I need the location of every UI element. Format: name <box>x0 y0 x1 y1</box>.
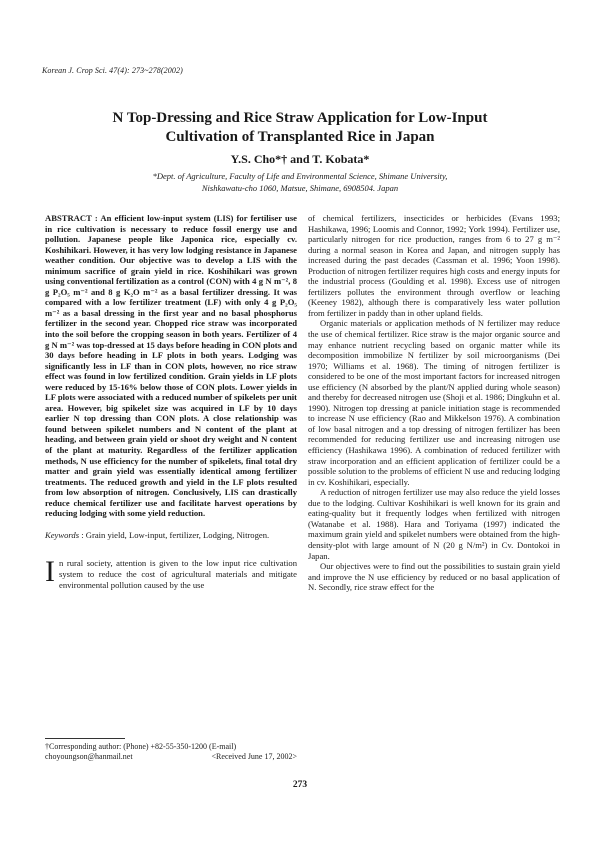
footnote <box>45 742 297 762</box>
body-paragraph-1: of chemical fertilizers, insecticides or herbicides (Evans 1993; Hashikawa, 1996; Loomis and Connor, 1992; York 1994). Fertilizer use, particularly nitrogen for rice production, ranges from 6 to 27 g m⁻² during a normal season in Korea and Japan, and nitrogen supply has increased during the past decades (Cassman et al. 1996; Yoon 1998). Production of nitrogen fertilizer requires high costs and energy inputs for the industrial process (Goulding et al. 1998). Excess use of nitrogen fertilizers pollutes the environment through overflow or leaching (Keeney 1982), although there is comparatively less water pollution from fertilizer in paddy than in other upland fields. <box>308 213 560 318</box>
body-paragraph-2: Organic materials or application methods of N fertilizer may reduce the use of chemical fertilizer. Rice straw is the major organic source and may enhance nutrient recycling based on organic matter while its decomposition immobilize N fertilizer by soil microorganisms (Dei 1970; Williams et al. 1968). The timing of nitrogen fertilizer is considered to be one of the most important factors for increased nitrogen use efficiency (N absorbed by the plant/N applied during whole season) and thereby for decreased nitrogen use (Shoji et al. 1986; Dingkuhn et al. 1990). Nitrogen top dressing at panicle initiation stage is recommended to increase N use efficiency (Rao and Mikkelson 1976). A combination of low basal nitrogen and a top dressing of nitrogen fertilizer has been recommended for reducing fertilizer use and increasing nitrogen use efficiency (Hashikawa 1996). A combination of reduced fertilizer with straw incorporation and an efficient application of fertilizer could be a possible solution to the problems of efficient N use and reducing lodging in cv. Koshihikari, especially. <box>308 318 561 487</box>
page-number: 273 <box>292 780 308 790</box>
introduction <box>45 555 297 590</box>
left-column <box>45 213 297 590</box>
footnote-divider <box>45 738 125 739</box>
footnote-text: †Corresponding author: (Phone) +82-55-350-1200 (E-mail) choyoungson@hanmail.net <box>45 742 237 761</box>
affiliation-line-1: *Dept. of Agriculture, Faculty of Life and Environmental Science, Shimane University, <box>152 171 448 181</box>
title-line-1: N Top-Dressing and Rice Straw Application for Low-Input <box>112 110 488 126</box>
authors: Y.S. Cho*† and T. Kobata* <box>230 152 370 166</box>
body-paragraph-4: Our objectives were to find out the possibilities to sustain grain yield and improve the N use efficiency by reduced or no basal application of N. Secondly, rice straw effect for the <box>308 561 560 593</box>
journal-reference: Korean J. Crop Sci. 47(4): 273~278(2002) <box>42 66 183 75</box>
intro-paragraph: n rural society, attention is given to the low input rice cultivation system to reduce the cost of agricultural materials and mitigate environmental pollution caused by the use <box>59 558 297 590</box>
keywords <box>45 530 297 541</box>
paper-title <box>40 109 560 147</box>
keywords-label: Keywords <box>45 529 80 540</box>
affiliation <box>60 170 540 194</box>
abstract-text: ABSTRACT : An efficient low-input system (LIS) for fertiliser use in rice cultivation is necessary to reduce fossil energy use and pollution. Japanese people like Japonica rice, especially cv. Koshihikari. However, it has very low lodging resistance in Japanese weather condition. Our objective was to develop a LIS with the minimum sacrifice of grain yield in rice. Koshihikari was grown using conventional fertilization as a control (CON) with 4 g N m⁻², 8 g P₂O₅ m⁻² and 8 g K₂O m⁻² as a basal fertilizer dressing. It was compared with a low fertilizer treatment (LF) with only 4 g P₂O₅ m⁻² as a basal dressing in the first year and no basal phosphorus fertilizer in the second year. Chopped rice straw was incorporated into the soil before the cropping season in both years. Fertilizer of 4 g N m⁻² was top-dressed at 15 days before heading in CON plots and 30 days before heading in LF plots in both years. Lodging was significantly less in LF than in CON plots, however, no rice straw effect was found in low fertilized condition. Grain yields in LF plots were reduced by 15-16% below those of CON plots. Lower yields in LF plots were associated with a reduced number of spikelets per unit area. However, big spikelet size was acquired in LF by 10 days earlier N top dressing than CON plots. A close relationship was found between spikelet numbers and N content of the plant at heading, and between grain yield or shoot dry weight and N content of the plant at maturity. Regardless of the fertilizer application methods, N use efficiency for the number of spikelets, final total dry matter and grain yield was essentially identical among fertilizer treatments. The reduced growth and yield in the LF plots resulted from low absorption of nitrogen. Conclusively, LIS can drastically reduce chemical fertilizer use and facilitate harvest operations by reducing lodging with some yield reduction. <box>45 213 297 519</box>
title-line-2: Cultivation of Transplanted Rice in Japan <box>165 129 435 145</box>
affiliation-line-2: Nishkawatu-cho 1060, Matsue, Shimane, 6908504. Japan <box>201 183 399 193</box>
right-column <box>308 213 560 593</box>
abstract <box>45 213 297 519</box>
keywords-text: : Grain yield, Low-input, fertilizer, Lodging, Nitrogen. <box>79 529 270 540</box>
body-paragraph-3: A reduction of nitrogen fertilizer use may also reduce the yield losses due to the lodging. Cultivar Koshihikari is well known for its grain and eating-quality but it frequently lodges when fertilized with nitrogen (Watanabe et al. 1988). Hara and Toriyama (1997) indicated the maximum grain yield and spikelet numbers were obtained from the high-density-plot with large amount of N (20 g N/m²) in Cv. Dontokoi in Japan. <box>308 487 560 561</box>
drop-cap: I <box>45 555 55 589</box>
received-date: <Received June 17, 2002> <box>211 752 297 761</box>
